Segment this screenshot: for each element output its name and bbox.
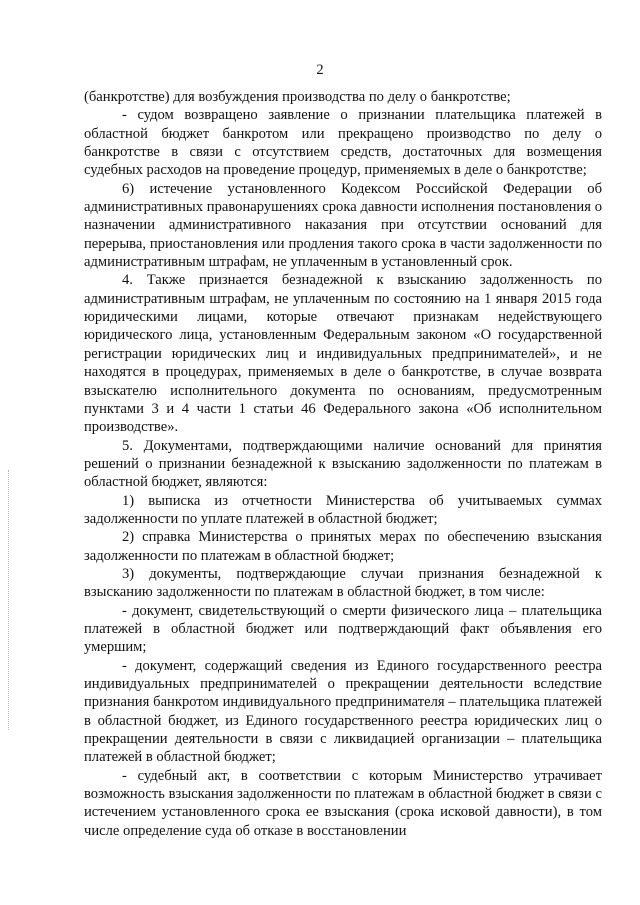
paragraph: 5. Документами, подтверждающими наличие оснований для принятия решений о признании безнадежной к взысканию задолженности по платежам в областной бюджет, являются:	[84, 437, 602, 491]
paragraph: - документ, свидетельствующий о смерти физического лица – плательщика платежей в областной бюджет или подтверждающий факт объявления его умершим;	[84, 602, 602, 656]
paragraph: 6) истечение установленного Кодексом Российской Федерации об административных правонарушениях срока давности исполнения постановления о назначении административного наказания при отсутствии оснований для перерыва, приостановления или продления такого срока в части задолженности по административным штрафам, не уплаченным в установленный срок.	[84, 180, 602, 271]
paragraph: - судебный акт, в соответствии с которым Министерство утрачивает возможность взыскания задолженности по платежам в областной бюджет в связи с истечением установленного срока ее взыскания (срока исковой давности), в том числе определение суда об отказе в восстановлении	[84, 767, 602, 839]
paragraph: (банкротстве) для возбуждения производства по делу о банкротстве;	[84, 89, 511, 105]
paragraph: - судом возвращено заявление о признании плательщика платежей в областной бюджет банкротом или прекращено производство по делу о банкротстве в связи с отсутствием средств, достаточных для возмещения судебных расходов на проведение процедур, применяемых в деле о банкротстве;	[84, 107, 602, 179]
paragraph: 1) выписка из отчетности Министерства об учитываемых суммах задолженности по уплате платежей в областной бюджет;	[84, 492, 602, 527]
document-body	[84, 88, 602, 840]
paragraph: 2) справка Министерства о принятых мерах по обеспечению взыскания задолженности по платежам в областной бюджет;	[84, 529, 602, 564]
paragraph: 4. Также признается безнадежной к взысканию задолженность по административным штрафам, не уплаченным по состоянию на 1 января 2015 года юридическими лицами, которые отвечают признакам недействующего юридического лица, установленным Федеральным законом «О государственной регистрации юридических лиц и индивидуальных предпринимателей», и не находятся в процедурах, применяемых в деле о банкротстве, в случае возврата взыскателю исполнительного документа по основаниям, предусмотренным пунктами 3 и 4 части 1 статьи 46 Федерального закона «Об исполнительном производстве».	[84, 272, 602, 436]
margin-marks	[8, 470, 11, 730]
paragraph: 3) документы, подтверждающие случаи признания безнадежной к взысканию задолженности по платежам в областной бюджет, в том числе:	[84, 565, 602, 601]
page-number: 2	[316, 62, 324, 78]
paragraph: - документ, содержащий сведения из Единого государственного реестра индивидуальных предпринимателей о прекращении деятельности вследствие признания банкротом индивидуального предпринимателя – плательщика платежей в областной бюджет, из Единого государственного реестра юридических лиц о прекращении деятельности в связи с ликвидацией организации – плательщика платежей в областной бюджет;	[84, 657, 602, 766]
